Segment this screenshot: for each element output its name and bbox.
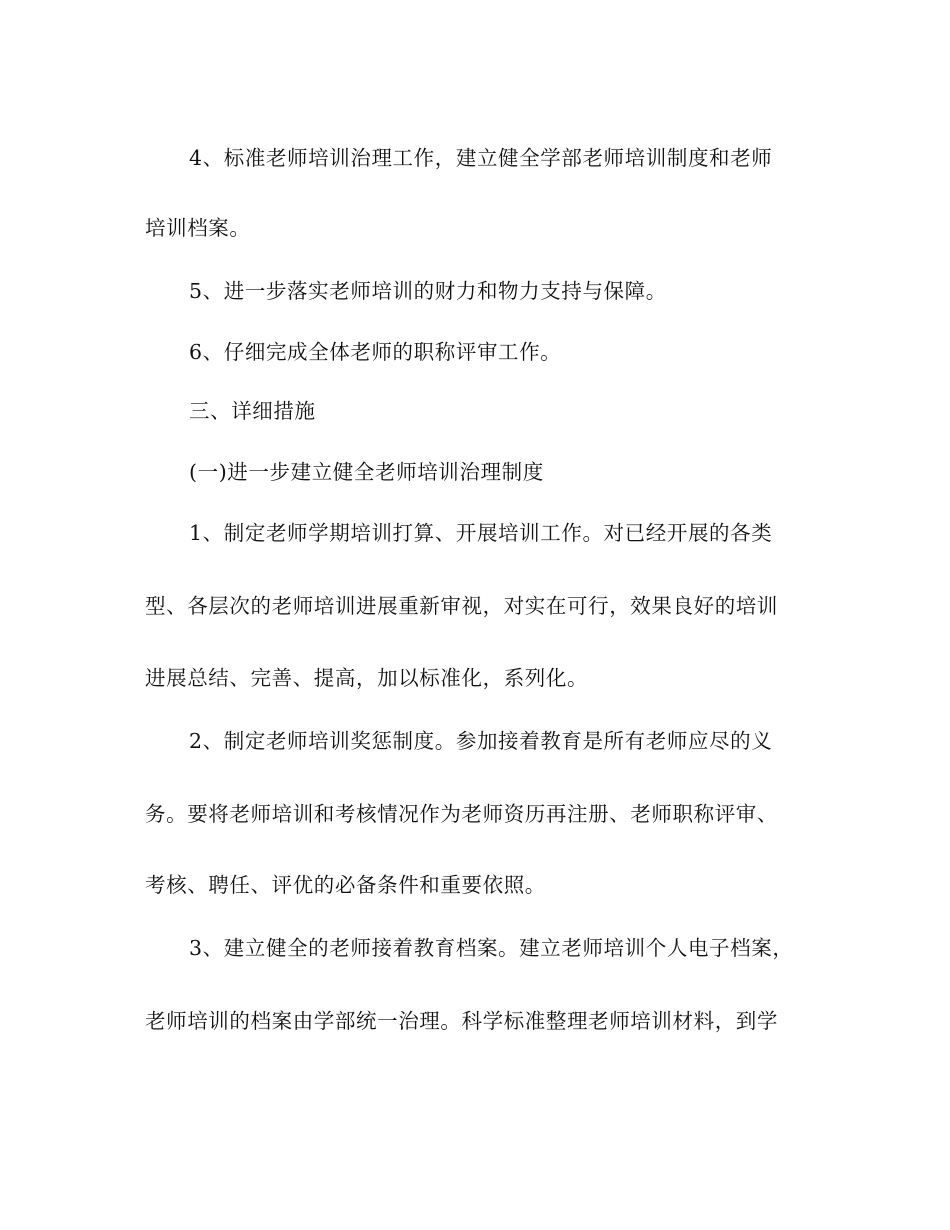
paragraph-line: 1、制定老师学期培训打算、开展培训工作。对已经开展的各类	[189, 521, 773, 545]
paragraph-line: 5、进一步落实老师培训的财力和物力支持与保障。	[189, 279, 667, 303]
paragraph-line: 型、各层次的老师培训进展重新审视，对实在可行，效果良好的培训	[145, 594, 778, 618]
paragraph-line: 4、标准老师培训治理工作，建立健全学部老师培训制度和老师	[189, 146, 773, 170]
paragraph-line: 考核、聘任、评优的必备条件和重要依照。	[145, 873, 546, 897]
paragraph-line: 2、制定老师培训奖惩制度。参加接着教育是所有老师应尽的义	[189, 729, 773, 753]
paragraph-line: 老师培训的档案由学部统一治理。科学标准整理老师培训材料，到学	[145, 1009, 778, 1033]
subsection-heading: (一)进一步建立健全老师培训治理制度	[189, 460, 544, 484]
paragraph-line: 3、建立健全的老师接着教育档案。建立老师培训个人电子档案，	[189, 936, 794, 960]
paragraph-line: 培训档案。	[145, 216, 251, 240]
paragraph-line: 进展总结、完善、提高，加以标准化，系列化。	[145, 666, 589, 690]
paragraph-line: 务。要将老师培训和考核情况作为老师资历再注册、老师职称评审、	[145, 802, 778, 826]
paragraph-line: 6、仔细完成全体老师的职称评审工作。	[189, 340, 562, 364]
section-heading: 三、详细措施	[189, 399, 316, 423]
